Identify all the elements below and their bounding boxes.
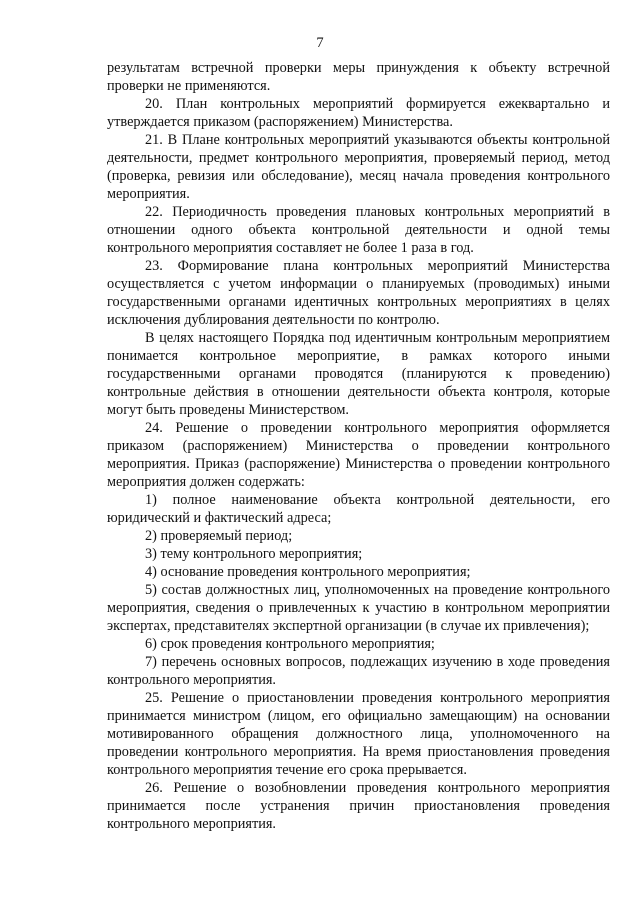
list-item-1: 1) полное наименование объекта контрольной деятельности, его юридический и фактический адреса; (107, 492, 610, 526)
page-number: 7 (316, 35, 324, 51)
list-item-3: 3) тему контрольного мероприятия; (145, 546, 363, 562)
paragraph-23: 23. Формирование плана контрольных мероприятий Министерства осуществляется с учетом информации о планируемых (проводимых) иными государственными органами идентичных контрольных мероприятиях в целях исключения дублирования деятельности по контролю. (107, 258, 610, 328)
paragraph-21: 21. В Плане контрольных мероприятий указываются объекты контрольной деятельности, предмет контрольного мероприятия, проверяемый период, метод (проверка, ревизия или обследование), месяц начала проведения контрольного мероприятия. (107, 132, 610, 202)
paragraph-22: 22. Периодичность проведения плановых контрольных мероприятий в отношении одного объекта контрольной деятельности и одной темы контрольного мероприятия составляет не более 1 раза в год. (107, 204, 610, 256)
paragraph-20: 20. План контрольных мероприятий формируется ежеквартально и утверждается приказом (распоряжением) Министерства. (107, 96, 610, 130)
list-item-5: 5) состав должностных лиц, уполномоченных на проведение контрольного мероприятия, сведения о привлеченных к участию в контрольном мероприятии экспертах, представителях экспертной организации (в случае их привлечения); (107, 582, 610, 634)
paragraph-26: 26. Решение о возобновлении проведения контрольного мероприятия принимается после устранения причин приостановления проведения контрольного мероприятия. (107, 780, 610, 832)
list-item-4: 4) основание проведения контрольного мероприятия; (145, 564, 471, 580)
paragraph-23-definition: В целях настоящего Порядка под идентичным контрольным мероприятием понимается контрольное мероприятие, в рамках которого иными государственными органами проводятся (планируются к проведению) контрольные действия в отношении деятельности объекта контроля, которые могут быть проведены Министерством. (107, 330, 610, 418)
paragraph-continuation: результатам встречной проверки меры принуждения к объекту встречной проверки не применяются. (107, 60, 610, 94)
document-body (107, 59, 610, 833)
paragraph-25: 25. Решение о приостановлении проведения контрольного мероприятия принимается министром (лицом, его официально замещающим) на основании мотивированного обращения должностного лица, уполномоченного на проведении контрольного мероприятия. На время приостановления проведения контрольного мероприятия течение его срока прерывается. (107, 690, 610, 778)
list-item-6: 6) срок проведения контрольного мероприятия; (145, 636, 435, 652)
list-item-7: 7) перечень основных вопросов, подлежащих изучению в ходе проведения контрольного мероприятия. (107, 654, 610, 688)
paragraph-24: 24. Решение о проведении контрольного мероприятия оформляется приказом (распоряжением) Министерства о проведении контрольного мероприятия. Приказ (распоряжение) Министерства о проведении контрольного мероприятия должен содержать: (107, 420, 610, 490)
list-item-2: 2) проверяемый период; (145, 528, 293, 544)
